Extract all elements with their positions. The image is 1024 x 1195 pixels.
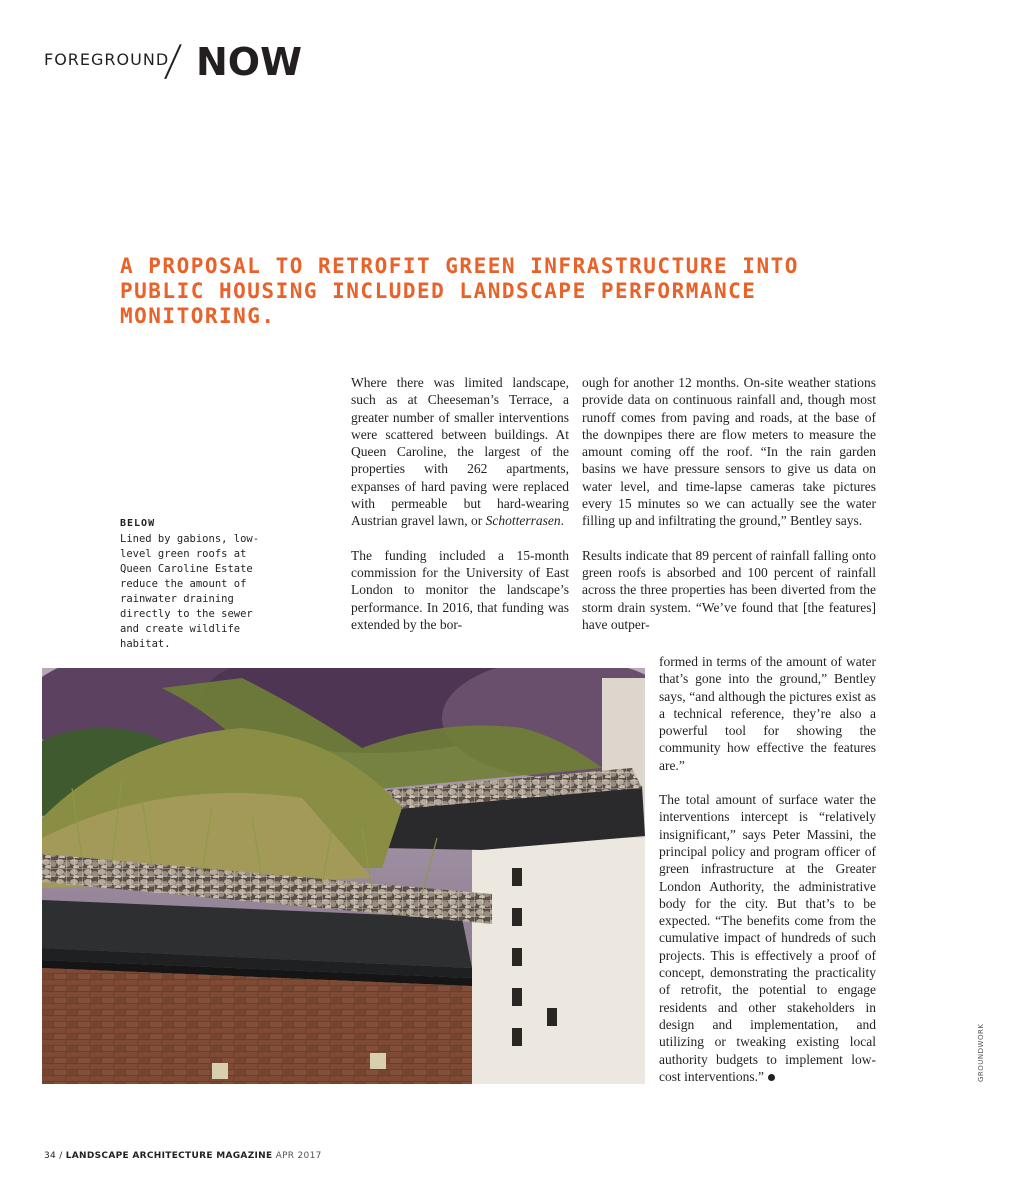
italic-term: Schotterrasen <box>485 513 561 529</box>
article-column-1 <box>351 374 569 633</box>
paragraph: formed in terms of the amount of water that’s gone into the ground,” Bentley says, “and although the pictures exist as a technical reference, they’re also a powerful tool for showing the community how effective the features are.” <box>659 654 876 773</box>
section-label: FOREGROUND <box>44 50 170 69</box>
footer-separator: / <box>59 1151 63 1161</box>
publication-name: LANDSCAPE ARCHITECTURE MAGAZINE <box>65 1151 273 1161</box>
text-run: The total amount of surface water the interventions intercept is “relatively insignificant,” says Peter Massini, the principal policy and program officer of green infrastructure at the Greater London Authority, the administrative body for the city. But that’s to be expected. “The benefits come from the cumulative impact of hundreds of such projects. This is effectively a proof of concept, demonstrating the practicality of retrofit, the potential to engage residents and other stakeholders in design and implementation, and utilizing or tweaking existing local authority budgets to implement low-cost interventions.” <box>659 792 876 1084</box>
photo-credit: GROUNDWORK <box>977 1023 985 1082</box>
text-run: Where there was limited landscape, such as at Cheeseman’s Terrace, a greater number of smaller interventions were scattered between buildings. At Queen Caroline, the largest of the properties with 262 apartments, expanses of hard paving were replaced with permeable but hard-wearing Austrian gravel lawn, or <box>351 375 569 529</box>
text-run: . <box>560 513 564 529</box>
green-roof-photo <box>42 668 645 1084</box>
caption-heading: BELOW <box>120 518 156 529</box>
page-footer <box>44 1151 322 1161</box>
pullquote: A PROPOSAL TO RETROFIT GREEN INFRASTRUCTURE INTO PUBLIC HOUSING INCLUDED LANDSCAPE PERFORMANCE MONITORING. <box>120 254 799 328</box>
caption-text: Lined by gabions, low-level green roofs at Queen Caroline Estate reduce the amount of rainwater draining directly to the sewer and create wildlife habitat. <box>120 533 260 650</box>
paragraph: ough for another 12 months. On-site weather stations provide data on continuous rainfall and, though most runoff comes from paving and roads, at the base of the downpipes there are flow meters to measure the amount coming off the roof. “In the rain garden basins we have pressure sensors to give us data on water level, and time-lapse cameras take pictures every 15 minutes so we can actually see the water filling up and infiltrating the ground,” Bentley says. <box>582 375 876 529</box>
paragraph: Results indicate that 89 percent of rainfall falling onto green roofs is absorbed and 100 percent of rainfall across the three properties has been diverted from the storm drain system. “We’ve found that [the features] have outper- <box>582 547 876 632</box>
page-number: 34 <box>44 1151 57 1161</box>
subsection-label: NOW <box>196 40 303 84</box>
paragraph: The funding included a 15-month commission for the University of East London to monitor the landscape’s performance. In 2016, that funding was extended by the bor- <box>351 547 569 632</box>
article-column-3 <box>659 653 876 1085</box>
paragraph <box>351 374 569 530</box>
section-slash: / <box>162 36 184 85</box>
article-column-2 <box>582 374 876 633</box>
issue-date: APR 2017 <box>275 1151 322 1161</box>
end-of-article-icon <box>768 1074 775 1081</box>
paragraph <box>659 791 876 1085</box>
